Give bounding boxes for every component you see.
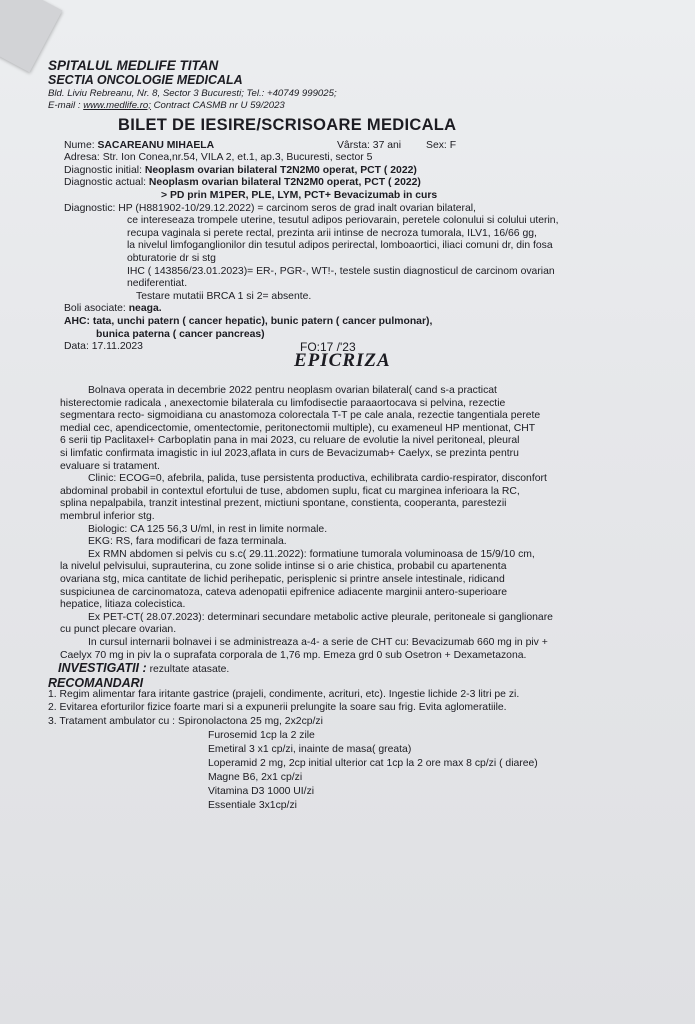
website-link[interactable]: www.medlife.ro; (83, 99, 151, 111)
epicriza-title: EPICRIZA (294, 350, 391, 372)
epicriza-line: histerectomie radicala , anexectomie bilaterala cu limfodisectie paraaortocava si pelvina, rezectie (60, 397, 506, 409)
recomandare-item: 1. Regim alimentar fara iritante gastrice (prajeli, condimente, acrituri, etc). Ingestie lichide 2-3 litri pe zi. (48, 689, 520, 701)
epicriza-line: Bolnava operata in decembrie 2022 pentru neoplasm ovarian bilateral( cand s-a practicat (88, 385, 497, 397)
hospital-address: Bld. Liviu Rebreanu, Nr. 8, Sector 3 Bucuresti; Tel.: +40749 999025; (48, 88, 337, 99)
clinic-line: abdominal probabil in contextul efortului de tuse, abdomen suplu, ficat cu marginea inferioara la RC, (60, 485, 520, 497)
diagnostic-actual-label: Diagnostic actual: (64, 177, 147, 189)
diagnostic-hp-label: Diagnostic: (64, 202, 116, 214)
contact-line (48, 100, 678, 112)
diagnostic-ihc-line: IHC ( 143856/23.01.2023)= ER-, PGR-, WT!-, testele sustin diagnosticul de carcinom ovarian (127, 265, 555, 277)
diagnostic-actual-progression: > PD prin M1PER, PLE, LYM, PCT+ Bevacizumab in curs (161, 189, 438, 201)
clinic-line: Clinic: ECOG=0, afebrila, palida, tuse persistenta productiva, echilibrata cardio-respirator, disconfort (88, 473, 547, 485)
patient-name: SACAREANU MIHAELA (97, 139, 215, 151)
tratament-row (48, 715, 678, 729)
diagnostic-ihc-line: nediferentiat. (127, 278, 188, 290)
diagnostic-hp-line: ce intereseaza trompele uterine, tesutul adipos periovarain, peretele colonului si colului uterin, (127, 215, 559, 227)
epicriza-line: segmentara recto- sigmoidiana cu anastomoza colorectala T-T pe cale anala, rezectie tangentiala perete (60, 410, 541, 422)
diagnostic-initial-row (48, 165, 678, 178)
medication-item: Magne B6, 2x1 cp/zi (208, 771, 303, 783)
rmn-line: hepatice, litiaza colecistica. (60, 599, 186, 611)
boli-label: Boli asociate: (64, 303, 126, 315)
petct-line: Ex PET-CT( 28.07.2023): determinari secundare metabolic active pleurale, peritoneale si ganglionare (88, 611, 553, 623)
investigatii-text: rezultate atasate. (149, 664, 230, 676)
patient-name-row (48, 140, 678, 153)
patient-age: Vârsta: 37 ani (337, 139, 402, 151)
diagnostic-hp-line: obturatorie dr si stg (127, 252, 216, 264)
clinic-line: membrul inferior stg. (60, 511, 155, 523)
diagnostic-initial-label: Diagnostic initial: (64, 164, 142, 176)
recomandare-item: 2. Evitarea eforturilor fizice foarte mari si a expunerii prelungite la soare sau frig. Evita aglomeratiile. (48, 701, 507, 713)
rmn-line: la nivelul pelvisului, suprauterina, cu zone solide intinse si o arie chistica, probabil cu apartenenta (60, 561, 507, 573)
contract-number: Contract CASMB nr U 59/2023 (153, 99, 285, 111)
patient-sex: Sex: F (426, 139, 457, 151)
boli-value: neaga. (128, 303, 162, 315)
rmn-line: Ex RMN abdomen si pelvis cu s.c( 29.11.2022): formatiune tumorala voluminoasa de 15/9/10 cm, (88, 548, 535, 560)
diagnostic-brca: Testare mutatii BRCA 1 si 2= absente. (136, 290, 312, 302)
diagnostic-initial: Neoplasm ovarian bilateral T2N2M0 operat, PCT ( 2022) (144, 164, 417, 176)
ahc-line: bunica paterna ( cancer pancreas) (96, 328, 265, 340)
clinic-line: splina nepalpabila, tranzit intestinal prezent, mictiuni spontane, constienta, cooperanta, parestezii (60, 498, 507, 510)
recomandari-label: RECOMANDARI (48, 675, 144, 690)
medication-item: Spironolactona 25 mg, 2x2cp/zi (177, 715, 323, 727)
patient-address: Adresa: Str. Ion Conea,nr.54, VILA 2, et.1, ap.3, Bucuresti, sector 5 (64, 152, 373, 164)
epicriza-line: si limfatic confirmata imagistic in iul 2023,aflata in curs de Bevacizumab+ Caelyx, se prezinta pentru (60, 448, 519, 460)
boli-asociate-row (48, 303, 678, 316)
epicriza-line: medial cec, apendicectomie, omentectomie, peritonectomii multiple), cu exameneul HP mentionat, CHT (60, 422, 536, 434)
investigatii-row (48, 662, 678, 677)
epicriza-line: 6 serii tip Paclitaxel+ Carboplatin pana in mai 2023, cu reluare de evolutie la nivel peritoneal, pleural (60, 435, 520, 447)
ekg-line: EKG: RS, fara modificari de faza terminala. (88, 536, 287, 548)
medication-item: Furosemid 1cp la 2 zile (208, 729, 315, 741)
rmn-line: suspiciunea de carcinomatoza, cateva adenopatii epifrenice adiacente marginii antero-superioare (60, 586, 508, 598)
medication-item: Essentiale 3x1cp/zi (208, 799, 297, 811)
epicriza-line: evaluare si tratament. (60, 460, 160, 472)
ahc-line: AHC: tata, unchi patern ( cancer hepatic), bunic patern ( cancer pulmonar), (64, 315, 433, 327)
epicriza-header (48, 341, 678, 377)
hospital-name: SPITALUL MEDLIFE TITAN (48, 58, 219, 73)
diagnostic-hp-line: recupa vaginala si perete rectal, prezinta arii intinse de necroza tumorala, ILV1, 16/66 gg, (127, 227, 537, 239)
medication-item: Loperamid 2 mg, 2cp initial ulterior cat 1cp la 2 ore max 8 cp/zi ( diaree) (208, 757, 538, 769)
email-label: E-mail : (48, 99, 81, 111)
document-title: BILET DE IESIRE/SCRISOARE MEDICALA (118, 116, 457, 134)
diagnostic-hp-line: la nivelul limfoganglionilor din tesutul adipos perirectal, lomboaortici, iliaci comuni dr, din fosa (127, 240, 553, 252)
department-name: SECTIA ONCOLOGIE MEDICALA (48, 73, 243, 87)
diagnostic-actual: Neoplasm ovarian bilateral T2N2M0 operat, PCT ( 2022) (148, 177, 421, 189)
medication-item: Vitamina D3 1000 UI/zi (208, 785, 315, 797)
petct-line: cu punct plecare ovarian. (60, 624, 177, 636)
document-date: Data: 17.11.2023 (64, 341, 143, 353)
diagnostic-hp-row (48, 203, 678, 216)
fo-number: FO:17 /'23 (300, 340, 356, 355)
biologic-line: Biologic: CA 125 56,3 U/ml, in rest in limite normale. (88, 523, 328, 535)
cht-line: Caelyx 70 mg in piv la o suprafata corporala de 1,76 mp. Emeza grd 0 sub Osetron + Dexametazona. (60, 649, 527, 661)
diagnostic-actual-row (48, 177, 678, 190)
name-label: Nume: (64, 139, 95, 151)
document-content (48, 58, 678, 813)
cht-line: In cursul internarii bolnavei i se administreaza a-4- a serie de CHT cu: Bevacizumab 660 mg in piv + (88, 636, 548, 648)
tratament-label: 3. Tratament ambulator cu : (48, 715, 176, 727)
medication-item: Emetiral 3 x1 cp/zi, inainte de masa( greata) (208, 743, 412, 755)
diagnostic-hp-line: HP (H881902-10/29.12.2022) = carcinom seros de grad inalt ovarian bilateral, (118, 202, 476, 214)
epicriza-body (48, 385, 678, 662)
rmn-line: ovariana stg, mica cantitate de lichid perihepatic, perisplenic si printre ansele intestinale, ridicand (60, 574, 505, 585)
investigatii-label: INVESTIGATII : (58, 661, 147, 676)
